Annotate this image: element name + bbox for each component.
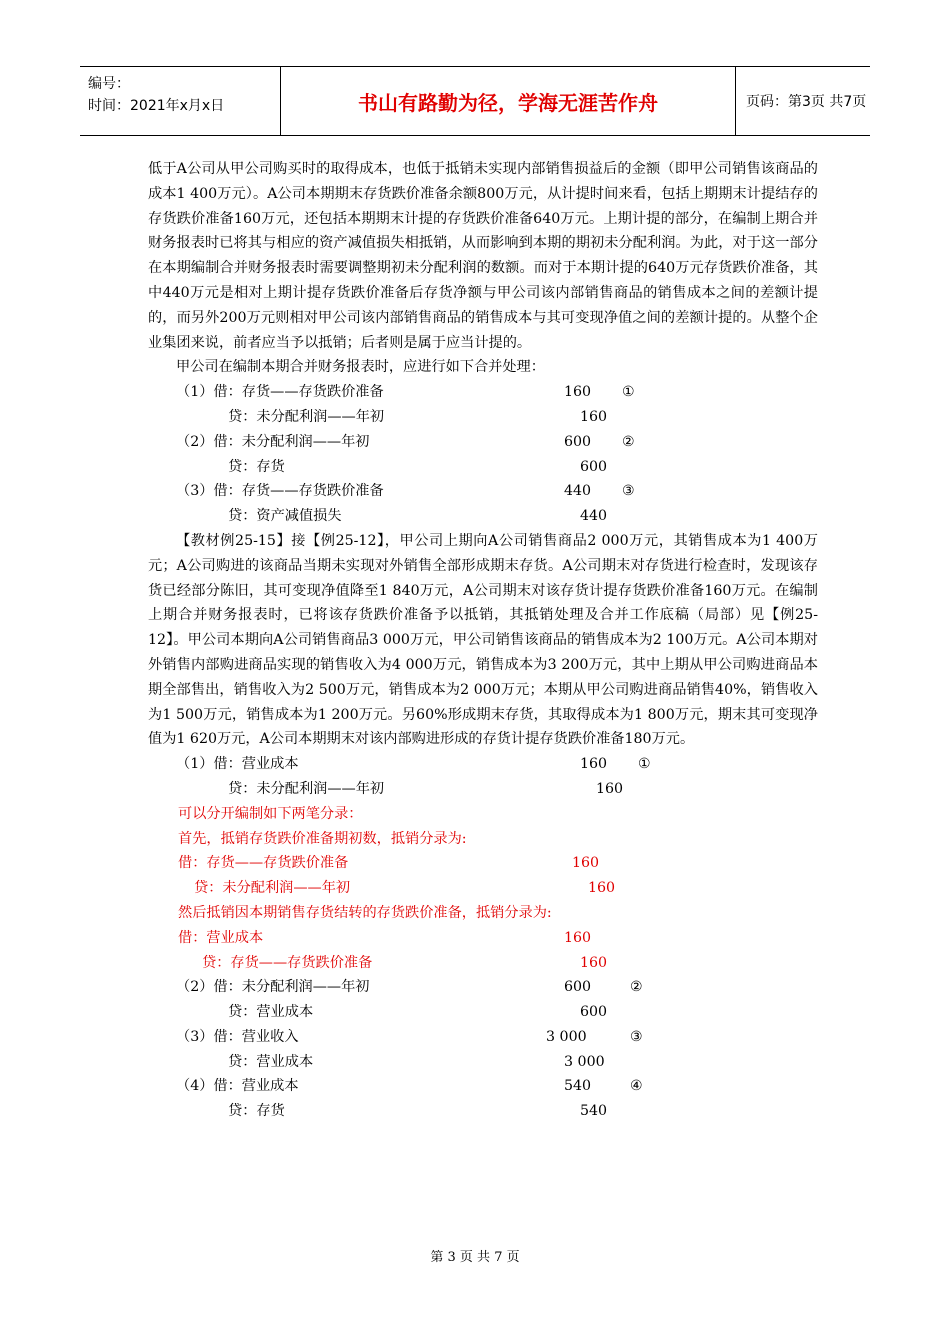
time-label: 时间：2021年x月x日 xyxy=(88,98,225,114)
red-note-line xyxy=(148,802,818,827)
journal-entry-line xyxy=(148,752,818,777)
entry-mark: ④ xyxy=(630,1078,643,1095)
entry-label: 贷：存货——存货跌价准备 xyxy=(202,954,373,971)
entry-amount: 600 xyxy=(580,1004,608,1021)
entry-mark: ① xyxy=(638,756,651,773)
entries-group-2 xyxy=(148,752,818,1124)
red-note: 可以分开编制如下两笔分录： xyxy=(178,805,363,822)
paragraph-1: 低于A公司从甲公司购买时的取得成本，也低于抵销未实现内部销售损益后的金额（即甲公司销售该商品的成本1 400万元）。A公司本期期末存货跌价准备余额800万元，从计提时间来看，包括上期期末计提结存的存货跌价准备160万元，还包括本期期末计提的存货跌价准备640万元。上期计提的部分，在编制上期合并财务报表时已将其与相应的资产减值损失相抵销，从而影响到本期的期初未分配利润。为此，对于这一部分在本期编制合并财务报表时需要调整期初未分配利润的数额。而对于本期计提的640万元存货跌价准备，其中440万元是相对上期计提存货跌价准备后存货净额与甲公司该内部销售商品的销售成本之间的差额计提的，而另外200万元则相对甲公司该内部销售商品的销售成本与其可变现净值之间的差额计提的。从整个企业集团来说，前者应当予以抵销；后者则是属于应当计提的。 xyxy=(148,161,818,351)
entry-amount: 600 xyxy=(564,433,592,450)
entry-label: （1）借：营业成本 xyxy=(176,756,299,773)
entry-amount: 600 xyxy=(580,458,608,475)
page-header xyxy=(80,66,870,136)
entry-amount: 3 000 xyxy=(546,1028,587,1045)
red-entry-line xyxy=(148,876,818,901)
entry-amount: 160 xyxy=(596,780,624,797)
entry-mark: ② xyxy=(630,979,643,996)
entry-label: （2）借：未分配利润——年初 xyxy=(176,979,370,996)
journal-entry-line xyxy=(148,479,818,504)
entry-amount: 160 xyxy=(580,756,608,773)
entry-amount: 160 xyxy=(580,954,608,971)
entry-label: 贷：资产减值损失 xyxy=(228,508,342,525)
entry-label: 贷：未分配利润——年初 xyxy=(228,408,385,425)
document-body xyxy=(148,157,818,1124)
header-page-label: 页码：第3页 共7页 xyxy=(746,94,867,110)
entry-mark: ② xyxy=(622,433,635,450)
entry-label: （2）借：未分配利润——年初 xyxy=(176,433,370,450)
entry-label: （4）借：营业成本 xyxy=(176,1078,299,1095)
journal-entry-line xyxy=(148,975,818,1000)
journal-entry-line xyxy=(148,1000,818,1025)
red-entry-line xyxy=(148,926,818,951)
journal-entry-line xyxy=(148,1050,818,1075)
number-label: 编号： xyxy=(88,76,130,92)
entry-amount: 160 xyxy=(588,880,616,897)
entry-amount: 600 xyxy=(564,979,592,996)
journal-entry-line xyxy=(148,1025,818,1050)
entry-amount: 160 xyxy=(580,408,608,425)
entry-label: 借：营业成本 xyxy=(178,929,264,946)
entry-amount: 440 xyxy=(564,483,592,500)
red-note-line xyxy=(148,901,818,926)
entry-amount: 160 xyxy=(564,384,592,401)
entry-amount: 160 xyxy=(564,929,592,946)
journal-entry-line xyxy=(148,1099,818,1124)
paragraph-2: 甲公司在编制本期合并财务报表时，应进行如下合并处理： xyxy=(176,359,545,376)
page-footer: 第 3 页 共 7 页 xyxy=(430,1250,520,1265)
entry-label: （3）借：存货——存货跌价准备 xyxy=(176,483,384,500)
entry-label: 贷：未分配利润——年初 xyxy=(228,780,385,797)
entry-amount: 3 000 xyxy=(564,1053,605,1070)
red-entry-line xyxy=(148,951,818,976)
entry-label: 贷：存货 xyxy=(228,1103,285,1120)
journal-entry-line xyxy=(148,455,818,480)
red-entry-line xyxy=(148,851,818,876)
entry-label: 贷：存货 xyxy=(228,458,285,475)
entry-label: 贷：未分配利润——年初 xyxy=(194,880,351,897)
entry-label: 贷：营业成本 xyxy=(228,1053,314,1070)
entry-label: （1）借：存货——存货跌价准备 xyxy=(176,384,384,401)
entry-label: 借：存货——存货跌价准备 xyxy=(178,855,349,872)
header-info xyxy=(80,67,280,135)
journal-entry-line xyxy=(148,777,818,802)
entry-amount: 440 xyxy=(580,508,608,525)
entry-amount: 540 xyxy=(580,1103,608,1120)
entry-mark: ③ xyxy=(630,1028,643,1045)
entry-mark: ① xyxy=(622,384,635,401)
paragraph-3: 【教材例25-15】接【例25-12】，甲公司上期向A公司销售商品2 000万元，其销售成本为1 400万元；A公司购进的该商品当期未实现对外销售全部形成期末存货。A公司期末对存货进行检查时，发现该存货已经部分陈旧，其可变现净值降至1 840万元，A公司期末对该存货计提存货跌价准备160万元。在编制上期合并财务报表时，已将该存货跌价准备予以抵销，其抵销处理及合并工作底稿（局部）见【例25-12】。甲公司本期向A公司销售商品3 000万元，甲公司销售该商品的销售成本为2 100万元。A公司本期对外销售内部购进商品实现的销售收入为4 000万元，销售成本为3 200万元，其中上期从甲公司购进商品本期全部售出，销售收入为2 500万元，销售成本为2 000万元；本期从甲公司购进商品销售40%，销售收入为1 500万元，销售成本为1 200万元。另60%形成期末存货，其取得成本为1 800万元，期末其可变现净值为1 620万元，A公司本期期末对该内部购进形成的存货计提存货跌价准备180万元。 xyxy=(148,532,818,748)
journal-entry-line xyxy=(148,405,818,430)
red-note-line xyxy=(148,827,818,852)
header-motto: 书山有路勤为径，学海无涯苦作舟 xyxy=(280,67,736,135)
entry-mark: ③ xyxy=(622,483,635,500)
entry-label: 贷：营业成本 xyxy=(228,1004,314,1021)
entries-group-1 xyxy=(148,380,818,529)
journal-entry-line xyxy=(148,1074,818,1099)
journal-entry-line xyxy=(148,504,818,529)
red-note: 首先，抵销存货跌价准备期初数，抵销分录为: xyxy=(178,830,467,847)
entry-amount: 540 xyxy=(564,1078,592,1095)
journal-entry-line xyxy=(148,380,818,405)
entry-label: （3）借：营业收入 xyxy=(176,1028,299,1045)
red-note: 然后抵销因本期销售存货结转的存货跌价准备，抵销分录为: xyxy=(178,904,552,921)
entry-amount: 160 xyxy=(572,855,600,872)
journal-entry-line xyxy=(148,430,818,455)
